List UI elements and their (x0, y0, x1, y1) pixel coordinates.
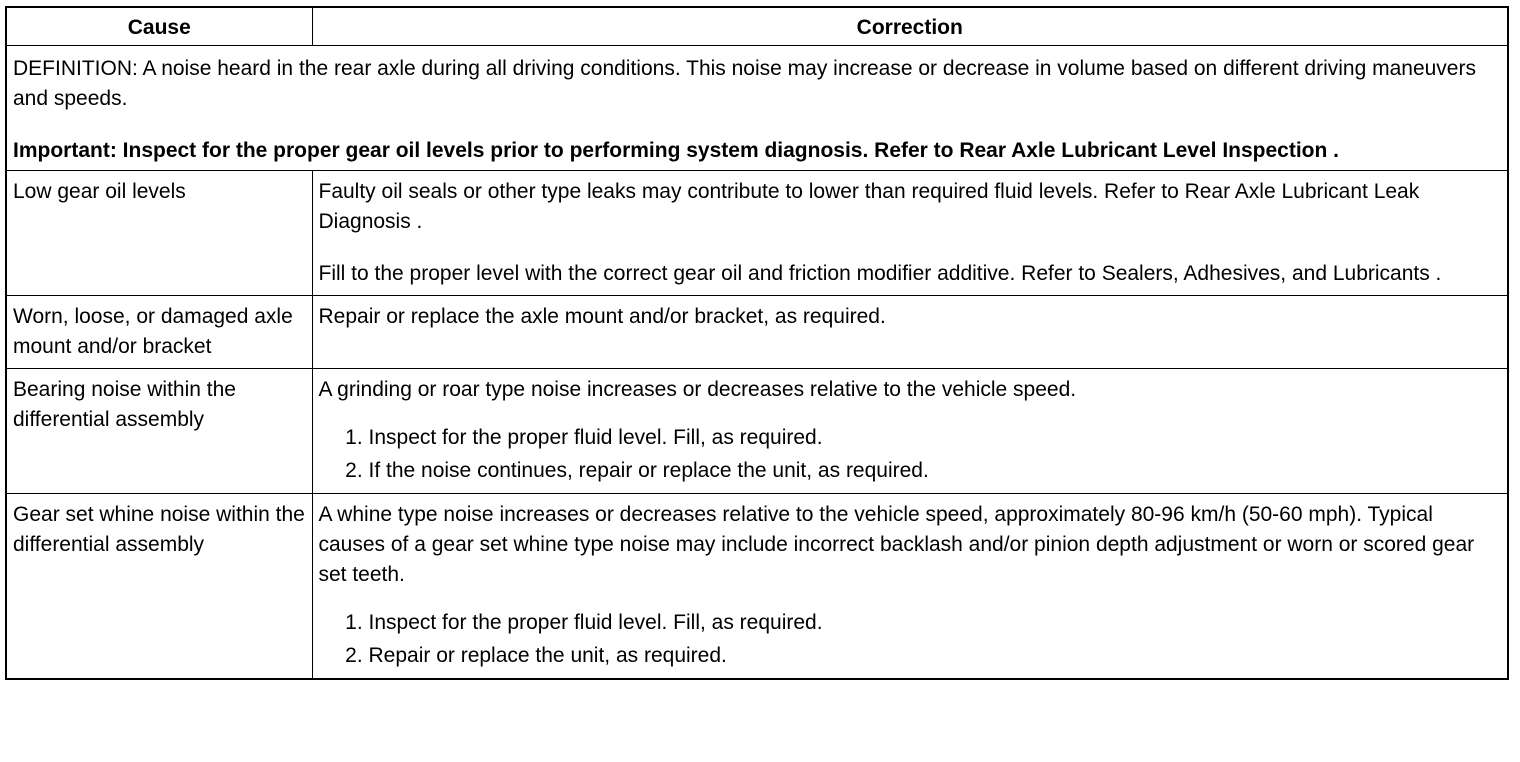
correction-text: A grinding or roar type noise increases or decreases relative to the vehicle speed. (318, 378, 1077, 401)
cause-cell: Bearing noise within the differential assembly (6, 369, 312, 494)
table-row (6, 369, 1508, 494)
important-note: Important: Inspect for the proper gear oil levels prior to performing system diagnosis. Refer to Rear Axle Lubricant Level Inspection . (13, 139, 1339, 162)
definition-cell (6, 46, 1508, 171)
correction-cell (312, 494, 1508, 680)
correction-text: A whine type noise increases or decreases relative to the vehicle speed, approximately 80-96 km/h (50-60 mph). Typical causes of a gear set whine type noise may include incorrect backlash and/or pinion depth adjustment or worn or scored gear set teeth. (318, 503, 1475, 586)
column-header-cause: Cause (6, 7, 312, 46)
cause-cell: Gear set whine noise within the differential assembly (6, 494, 312, 680)
cause-cell: Low gear oil levels (6, 171, 312, 296)
list-item: 1. Inspect for the proper fluid level. Fill, as required. (369, 421, 1502, 454)
list-item: 2. Repair or replace the unit, as required. (369, 639, 1502, 672)
table-row (6, 494, 1508, 680)
list-item: 2. If the noise continues, repair or replace the unit, as required. (369, 454, 1502, 487)
list-item: 1. Inspect for the proper fluid level. Fill, as required. (369, 606, 1502, 639)
document-page (5, 6, 1507, 680)
table-header-row (6, 7, 1508, 46)
step-list (319, 606, 1502, 672)
cause-cell: Worn, loose, or damaged axle mount and/or bracket (6, 296, 312, 369)
definition-text: DEFINITION: A noise heard in the rear axle during all driving conditions. This noise may increase or decrease in volume based on different driving maneuvers and speeds. (13, 57, 1476, 110)
step-list (319, 421, 1502, 487)
diagnostic-table (5, 6, 1509, 680)
correction-text: Fill to the proper level with the correct gear oil and friction modifier additive. Refer to Sealers, Adhesives, and Lubricants . (318, 262, 1442, 285)
correction-text: Faulty oil seals or other type leaks may contribute to lower than required fluid levels. Refer to Rear Axle Lubricant Leak Diagnosis . (318, 180, 1420, 233)
correction-text: Repair or replace the axle mount and/or bracket, as required. (318, 305, 886, 328)
definition-row (6, 46, 1508, 171)
column-header-correction: Correction (312, 7, 1508, 46)
table-row (6, 171, 1508, 296)
table-row (6, 296, 1508, 369)
correction-cell (312, 369, 1508, 494)
correction-cell (312, 296, 1508, 369)
correction-cell (312, 171, 1508, 296)
